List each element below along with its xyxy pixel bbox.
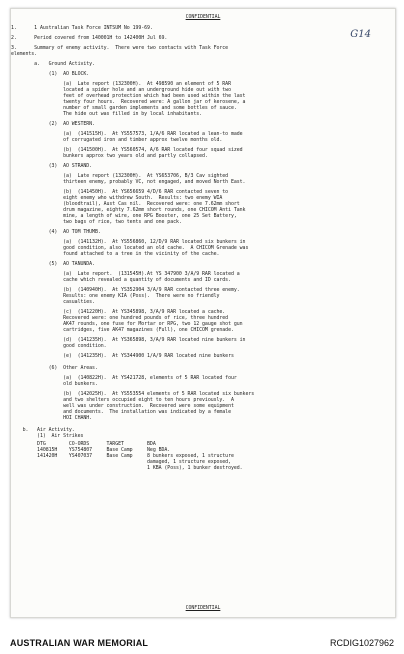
doc-line: number of small garden implements and some bottles of sauce. [11,105,237,111]
archive-id: RCDIG1027962 [329,638,394,648]
doc-line: drum magazine, eighty 7.62mm short rounds, one CHICOM Anti Tank [11,207,246,213]
doc-line: thirteen enemy, probably VC, not engaged, and moved North East. [11,179,246,185]
doc-line: located a spider hole and an underground hide out with two [11,87,231,93]
doc-line: found attached to a tree in the vicinity of the cache. [11,251,220,257]
doc-line: HOI CHANH. [11,415,93,421]
doc-line: and two shelters occupied eight to ten hours previously. A [11,397,234,403]
table-row: 1 KBA (Poss), 1 bunker destroyed. [11,465,243,471]
archive-footer [0,626,404,654]
doc-line: 3. Summary of enemy activity. There were two contacts with Task Force [11,45,229,51]
doc-line: 1. 1 Australian Task Force INTSUM No 199-69. [11,25,153,31]
doc-line: two bags of rice, two tents and one pack. [11,219,182,225]
doc-line: 2. Period covered from 140001H to 142400H Jul 69. [11,35,168,41]
section-heading: b. Air Activity. [11,427,75,433]
doc-line: (a) (141132H). At YS556860, 12/D/9 RAR located six bunkers in [11,239,246,245]
header-classification: CONFIDENTIAL [185,14,221,20]
section-heading: (3) AO STRAND. [11,163,93,169]
doc-line: (a) Late report. (131545H).At YS 347900 3/A/9 RAR located a [11,271,240,277]
doc-line: (b) (141450H). At YS656659 4/D/6 RAR contacted seven to [11,189,229,195]
section-heading: (6) Other Areas. [11,365,98,371]
doc-line: of corrugated iron and timber approx twelve months old. [11,137,223,143]
doc-line: Results: one enemy KIA (Poss). There were no friendly [11,293,220,299]
doc-line: (e) (141235H). At YS344900 1/A/9 RAR located nine bunkers [11,353,234,359]
section-heading: (1) AO BLOCK. [11,71,90,77]
footer-classification: CONFIDENTIAL [185,605,221,611]
doc-line: (c) (141220H). At YS345898, 3/A/9 RAR located a cache. [11,309,226,315]
doc-line: (a) Late report (132300H). At YS653706, B/3 Cav sighted [11,173,229,179]
doc-line: (1) Air Strikes [11,433,84,439]
doc-line: The hide out was filled in by local inhabitants. [11,111,203,117]
doc-line: (b) (142025H). At YS553554 elements of 5 RAR located six bunkers [11,391,255,397]
doc-line: AK47 rounds, one fuse for Mortar or RPG, two 12 gauge shot gun [11,321,243,327]
doc-line: casualties. [11,299,95,305]
doc-line: (b) (141500H). At YS560574, A/6 RAR located four squad sized [11,147,243,153]
doc-line: elements. [11,51,38,57]
doc-line: and documents. The installation was indicated by a female [11,409,231,415]
doc-line: cartridges, five AK47 magazines (Full), one CHICOM grenade. [11,327,234,333]
doc-line: mine, a length of wire, one RPG Booster, one 25 Set Battery, [11,213,237,219]
doc-line: (a) (141515H). At YS557573, 1/A/6 RAR located a lean-to made [11,131,243,137]
section-heading: (4) AO TOM THUMB. [11,229,101,235]
doc-line: well was under construction. Recovered were some equipment [11,403,234,409]
doc-line: feet of overhead protection which had been used within the last [11,93,246,99]
doc-line: bunkers approx two years old and partly collapsed. [11,153,208,159]
section-heading: a. Ground Activity. [11,61,95,67]
doc-line: eight enemy who withdrew South. Results: two enemy WIA [11,195,223,201]
table-row: damaged, 1 structure exposed, [11,459,231,465]
document-page [10,8,396,618]
doc-line: (a) Late report (132300H). At 498590 an element of 5 RAR [11,81,231,87]
doc-line: (bloodtrail), Aust Cas nil. Recovered were: one 7.62mm short [11,201,240,207]
section-heading: (2) AO WESTERN. [11,121,95,127]
handwritten-reference: G14 [350,29,371,40]
doc-line: (a) (140822H). At YS421728, elements of 5 RAR located four [11,375,237,381]
archive-name: AUSTRALIAN WAR MEMORIAL [10,638,149,648]
doc-line: Recovered were: one hundred pounds of rice, three hundred [11,315,229,321]
doc-line: good condition, also located an old cache. A CHICOM Grenade was [11,245,249,251]
doc-line: (d) (141235H). At YS365898, 3/A/9 RAR located nine bunkers in [11,337,246,343]
doc-line: twenty four hours. Recovered were: A gallon jar of kerosene, a [11,99,246,105]
table-row: 140815H YS754807 Base Camp Neg BDA. [11,447,171,453]
doc-line: cache which revealed a quantity of documents and ID cards. [11,277,231,283]
table-row: 141420H YS407037 Base Camp 8 bunkers exposed, 1 structure [11,453,234,459]
table-header: DTG CO-ORDS TARGET BDA [11,441,156,447]
doc-line: (b) (140940H). At YS352904 3/A/9 RAR contacted three enemy. [11,287,240,293]
doc-line: old bunkers. [11,381,98,387]
doc-line: good condition. [11,343,107,349]
section-heading: (5) AO TANUNDA. [11,261,95,267]
